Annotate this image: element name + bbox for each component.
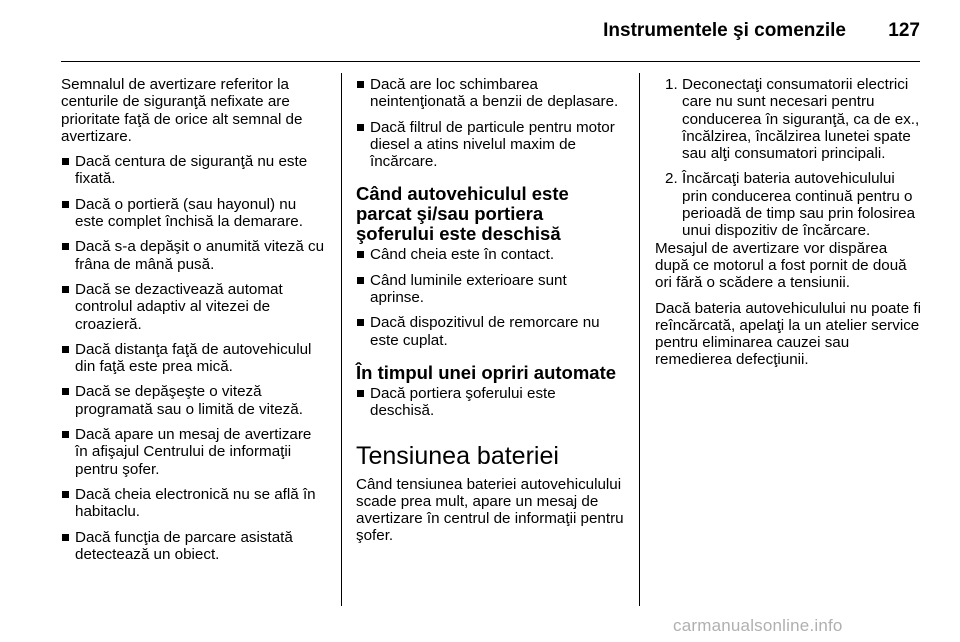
intro-paragraph: Semnalul de avertizare referitor la centurile de siguranţă nefixate are prioritate faţă de orice alt semnal de avertizare.: [61, 76, 303, 145]
header-divider: [61, 61, 920, 62]
list-item: Dacă se depăşeşte o viteză programată sau o limită de viteză.: [61, 383, 327, 418]
step-text: Deconectaţi consumatorii electrici care nu sunt necesari pentru conducerea în siguranţă, ca de ex., încălzirea, încălzirea lunetei spate sau alţi consumatori principali.: [682, 76, 920, 163]
page-header-title: Instrumentele şi comenzile: [603, 20, 846, 41]
warning-clear-paragraph: Mesajul de avertizare vor dispărea după ce motorul a fost pornit de două ori fără o scădere a tensiunii.: [655, 239, 907, 292]
battery-voltage-text: Când tensiunea bateriei autovehiculului scade prea mult, apare un mesaj de avertizare în centrul de informaţii pentru şofer.: [356, 475, 624, 545]
step-number: 1.: [665, 76, 678, 93]
list-item: Dacă apare un mesaj de avertizare în afişajul Centrului de informaţii pentru şofer.: [61, 426, 327, 478]
step-text: Încărcaţi bateria autovehiculului prin conducerea continuă pentru o perioadă de timp sau prin folosirea unui dispozitiv de încărcare.: [682, 170, 916, 240]
battery-steps-list: [655, 76, 923, 240]
list-item: Dacă centura de siguranţă nu este fixată.: [61, 153, 327, 188]
list-item: Dacă cheia electronică nu se află în habitaclu.: [61, 486, 327, 521]
step-item: [655, 170, 923, 239]
column-divider-1: [341, 73, 342, 606]
parked-heading: Când autovehiculul este parcat şi/sau portiera şoferului este deschisă: [356, 183, 569, 245]
watermark: carmanualsonline.info: [673, 616, 843, 635]
parked-list: [356, 246, 624, 348]
step-item: [655, 76, 923, 162]
list-item: Dacă distanţa faţă de autovehiculul din faţă este prea mică.: [61, 341, 327, 376]
page-number: 127: [888, 20, 920, 41]
list-item: Dacă o portieră (sau hayonul) nu este complet închisă la demarare.: [61, 196, 327, 231]
workshop-paragraph: Dacă bateria autovehiculului nu poate fi reîncărcată, apelaţi la un atelier service pentru eliminarea cauzei sau remedierea defecţiunii.: [655, 299, 921, 369]
list-item: Când luminile exterioare sunt aprinse.: [356, 272, 624, 307]
warning-chime-list: [61, 153, 327, 563]
column-left: [61, 76, 327, 571]
step-number: 2.: [665, 170, 678, 188]
list-item: Dacă dispozitivul de remorcare nu este cuplat.: [356, 314, 624, 349]
list-item: Dacă funcţia de parcare asistată detectează un obiect.: [61, 529, 327, 564]
list-item: Dacă se dezactivează automat controlul adaptiv al vitezei de croazieră.: [61, 281, 327, 333]
autostop-list: [356, 385, 624, 420]
list-item: Dacă s-a depăşit o anumită viteză cu frâna de mână pusă.: [61, 238, 327, 273]
column-middle: [356, 76, 624, 553]
list-item: Dacă are loc schimbarea neintenţionată a benzii de deplasare.: [356, 76, 624, 111]
column-right: [655, 76, 923, 377]
warning-chime-list-continued: [356, 76, 624, 170]
list-item: Dacă portiera şoferului este deschisă.: [356, 385, 624, 420]
battery-voltage-title: Tensiunea bateriei: [356, 441, 559, 470]
column-divider-2: [639, 73, 640, 606]
autostop-heading: În timpul unei opriri automate: [356, 361, 617, 383]
list-item: Dacă filtrul de particule pentru motor diesel a atins nivelul maxim de încărcare.: [356, 119, 624, 171]
list-item: Când cheia este în contact.: [356, 246, 624, 263]
